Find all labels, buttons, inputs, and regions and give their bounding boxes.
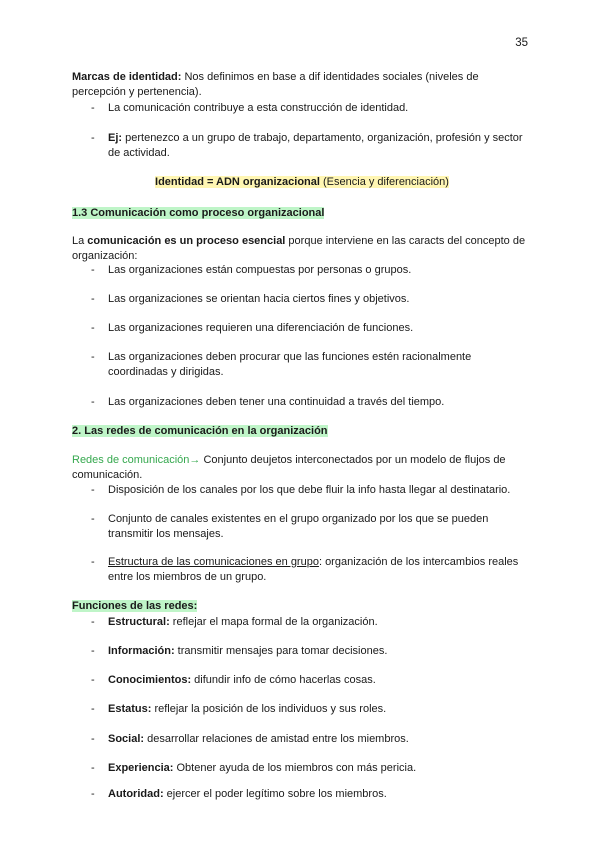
list-item-text [108,131,531,160]
list-item-rest: : organización de los intercambios reales entre los miembros de un grupo. [108,556,519,583]
list-item [91,702,531,717]
underlined-term: Estructura de las comunicaciones en grupo [108,556,319,568]
function-desc: ejercer el poder legítimo sobre los miembros. [163,788,387,800]
dash-bullet: - [91,762,95,774]
identidad-line [72,175,532,190]
redes-term: Redes de comunicación [72,454,190,466]
dash-bullet: - [91,484,95,496]
list-item [91,761,531,776]
function-label: Autoridad: [108,788,164,800]
dash-bullet: - [91,132,95,144]
list-item [91,512,531,541]
list-item [91,350,531,379]
list-item-text [108,702,531,717]
section-heading-1-3 [72,206,532,221]
list-item [91,555,531,584]
dash-bullet: - [91,264,95,276]
paragraph-text: porque interviene en las caracts del concepto de organización: [72,235,526,262]
list-item [91,787,531,802]
list-item-text [108,615,531,630]
list-item [91,263,531,278]
list-item-text [108,673,531,688]
arrow-icon: → [189,454,201,466]
dash-bullet: - [91,396,95,408]
redes-text: Conjunto deujetos interconectados por un modelo de flujos de comunicación. [72,454,506,481]
identidad-rest: (Esencia y diferenciación) [319,176,449,188]
list-item-text [108,787,531,802]
funciones-heading [72,599,532,614]
function-desc: desarrollar relaciones de amistad entre los miembros. [144,733,409,745]
dash-bullet: - [91,733,95,745]
list-item-text: Las organizaciones deben tener una continuidad a través del tiempo. [108,396,445,408]
list-item-text: Las organizaciones requieren una diferenciación de funciones. [108,322,414,334]
list-item [91,483,531,498]
list-item [91,673,531,688]
list-item-text: La comunicación contribuye a esta construcción de identidad. [108,102,409,114]
list-item-text: Las organizaciones se orientan hacia ciertos fines y objetivos. [108,293,410,305]
marcas-label: Marcas de identidad: [72,71,182,83]
list-item [91,292,531,307]
dash-bullet: - [91,645,95,657]
list-item-text: Las organizaciones están compuestas por personas o grupos. [108,264,412,276]
list-item-text: Las organizaciones deben procurar que las funciones estén racionalmente coordinadas y dirigidas. [108,351,472,378]
list-item-text: Disposición de los canales por los que debe fluir la info hasta llegar al destinatario. [108,484,511,496]
list-item-text [108,732,531,747]
list-item [91,101,531,116]
function-desc: reflejar el mapa formal de la organización. [169,616,378,628]
function-label: Estructural: [108,616,170,628]
function-desc: Obtener ayuda de los miembros con más pericia. [173,762,417,774]
list-item [91,732,531,747]
section-heading-2 [72,424,532,439]
list-item [91,615,531,630]
marcas-text: Nos definimos en base a dif identidades sociales (niveles de percepción y pertenencia). [72,71,479,98]
list-item [91,644,531,659]
page-number: 35 [515,37,528,49]
list-item [91,395,531,410]
list-item-text [108,555,531,584]
function-label: Información: [108,645,175,657]
function-label: Experiencia: [108,762,174,774]
example-label: Ej: [108,132,123,144]
dash-bullet: - [91,788,95,800]
dash-bullet: - [91,351,95,363]
identidad-highlight [155,176,449,188]
comunicacion-paragraph [72,234,532,263]
dash-bullet: - [91,616,95,628]
function-desc: reflejar la posición de los individuos y sus roles. [151,703,387,715]
list-item-text [108,761,531,776]
function-desc: transmitir mensajes para tomar decisiones. [174,645,388,657]
redes-paragraph [72,453,532,482]
paragraph-text: La [72,235,88,247]
dash-bullet: - [91,513,95,525]
dash-bullet: - [91,703,95,715]
heading-text: 2. Las redes de comunicación en la organización [72,425,328,437]
dash-bullet: - [91,674,95,686]
function-label: Conocimientos: [108,674,192,686]
example-text: pertenezco a un grupo de trabajo, departamento, organización, profesión y sector de actividad. [108,132,523,159]
paragraph-bold: comunicación es un proceso esencial [87,235,286,247]
list-item-text: Conjunto de canales existentes en el grupo organizado por los que se pueden transmitir los mensajes. [108,513,489,540]
heading-text: 1.3 Comunicación como proceso organizacional [72,207,325,219]
function-label: Estatus: [108,703,152,715]
list-item-text [108,644,531,659]
dash-bullet: - [91,556,95,568]
marcas-paragraph [72,70,532,99]
function-desc: difundir info de cómo hacerlas cosas. [191,674,376,686]
list-item [91,131,531,160]
identidad-bold: Identidad = ADN organizacional [155,176,320,188]
list-item [91,321,531,336]
dash-bullet: - [91,102,95,114]
dash-bullet: - [91,322,95,334]
function-label: Social: [108,733,145,745]
heading-text: Funciones de las redes: [72,600,198,612]
dash-bullet: - [91,293,95,305]
